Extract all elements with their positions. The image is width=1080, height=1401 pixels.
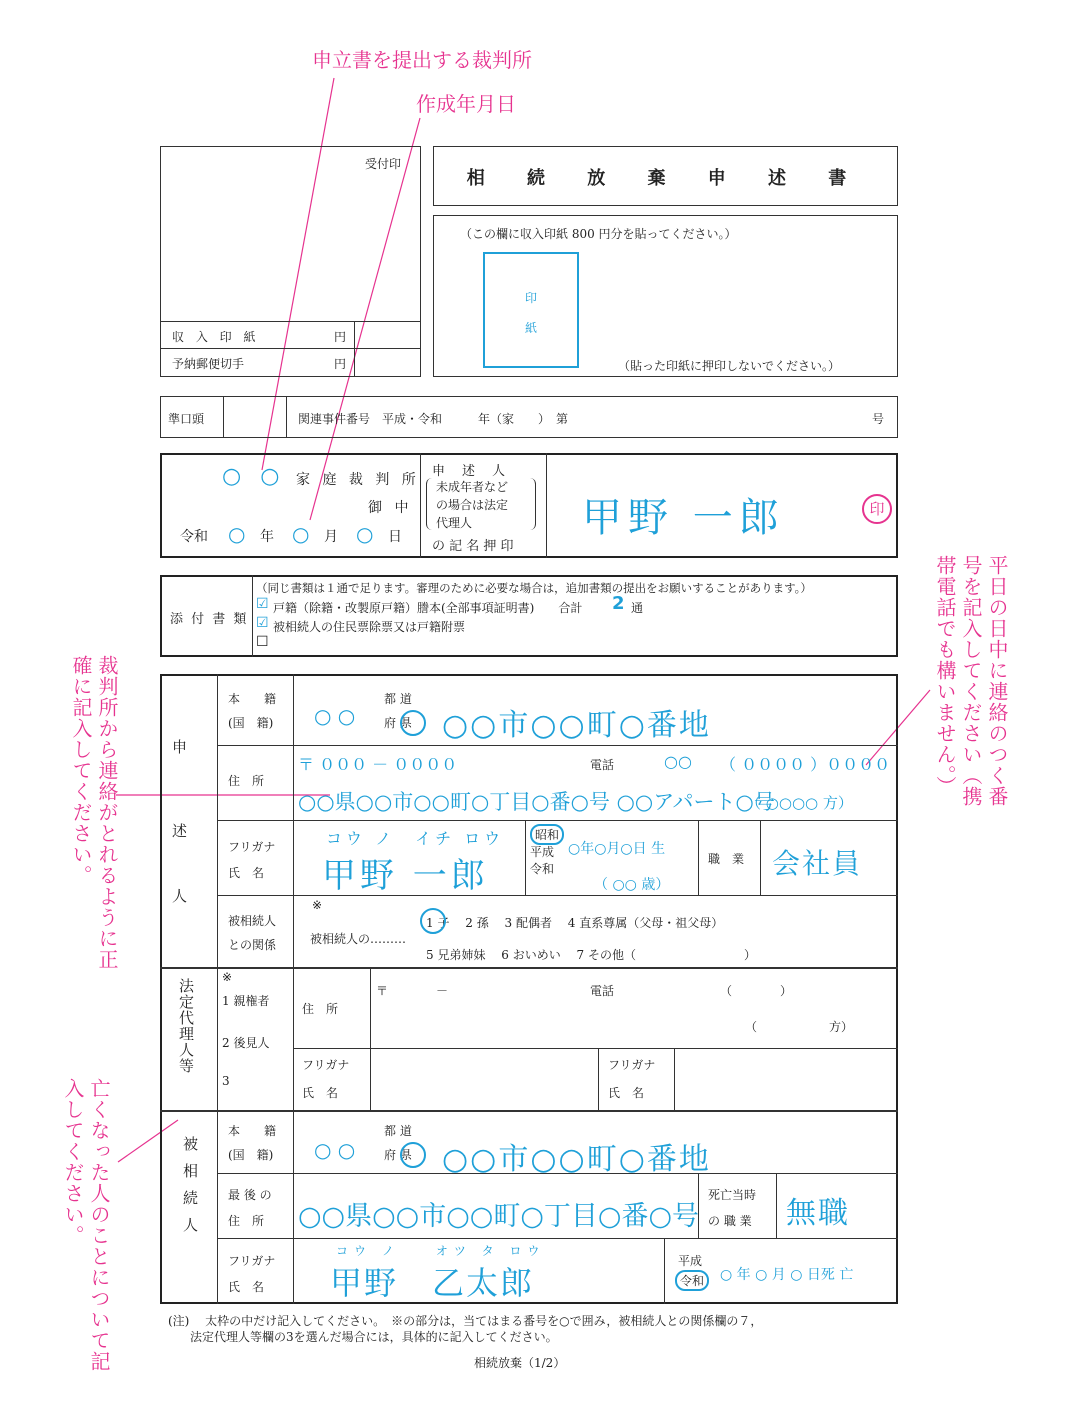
applicant-address-fill: ○○県○○市○○町○丁目○番○号 ○○アパート○号 — [298, 790, 775, 814]
deceased-era-reiwa: 令和 — [675, 1270, 709, 1291]
deceased-last-address: ○○県○○市○○町○丁目○番○号 — [298, 1201, 700, 1232]
month-fill: ○ — [292, 522, 310, 546]
applicant-label-3: の場合は法定 — [436, 498, 509, 512]
deceased-last-label-2: 住 所 — [228, 1214, 265, 1228]
attachment-item-1: 戸籍（除籍・改製原戸籍）謄本(全部事項証明書) 合計 — [273, 601, 583, 615]
stamp-top: 印 — [524, 291, 537, 305]
annotation-court: 申立書を提出する裁判所 — [312, 48, 532, 72]
attachments-note: （同じ書類は１通で足ります。審理のために必要な場合は，追加書類の提出をお願いすることがあります。） — [256, 581, 812, 595]
attachments-label: 添 付 書 類 — [170, 612, 249, 627]
applicant-honseki-fill-2: ○○市○○町○番地 — [442, 708, 711, 743]
applicant-label-2: 未成年者など — [436, 480, 509, 494]
section-applicant-2: 述 — [172, 822, 188, 840]
deceased-name-label: 氏 名 — [228, 1280, 265, 1294]
revenue-stamp-label: 収 入 印 紙 — [172, 330, 260, 344]
applicant-postal: 〒 ０００ － ００００ — [298, 755, 458, 774]
annotation-date: 作成年月日 — [416, 92, 516, 116]
section-applicant-1: 申 — [172, 738, 188, 756]
item2-check[interactable]: ☑ — [256, 615, 269, 631]
legal-rep-name-label-1: 氏 名 — [302, 1086, 339, 1100]
related-case-label: 関連事件番号 平成・令和 年（家 ） 第 — [298, 412, 569, 426]
applicant-address-label: 住 所 — [228, 774, 265, 788]
applicant-rel-prefix: 被相続人の……… — [310, 932, 407, 946]
year-fill: ○ — [228, 522, 246, 546]
applicant-pref-circle — [400, 710, 426, 736]
legal-rep-furigana-label-2: フリガナ — [608, 1058, 656, 1072]
applicant-rel-mark: ※ — [312, 898, 323, 912]
legal-rep-address-label: 住 所 — [302, 1002, 339, 1016]
stamp-warning: （貼った印紙に押印しないでください。） — [618, 359, 841, 373]
legal-rep-phone-label: 電話 — [590, 984, 615, 998]
revenue-yen: 円 — [334, 330, 347, 344]
gochu-label: 御 中 — [368, 500, 413, 516]
deceased-job-label-1: 死亡当時 — [708, 1188, 757, 1202]
stamp-bottom: 紙 — [524, 321, 537, 335]
postage-label: 予納郵便切手 — [172, 357, 245, 371]
applicant-pref-top: 都 道 — [384, 692, 412, 706]
postage-yen: 円 — [334, 357, 347, 371]
applicant-rel-line-1: 1 子 2 孫 3 配偶者 4 直系尊属（父母・祖父母） — [426, 916, 724, 930]
deceased-pref-top: 都 道 — [384, 1124, 412, 1138]
applicant-address-care: （ ○○○○ 方） — [746, 794, 853, 812]
deceased-era-heisei: 平成 — [678, 1254, 703, 1268]
footer-note-1: (注) 太枠の中だけ記入してください。 ※の部分は，当てはまる番号を○で囲み，被相続人との関係欄の７， — [168, 1314, 763, 1328]
applicant-furigana: コウ ノ イチ ロウ — [326, 829, 505, 848]
year-label: 年 — [260, 529, 274, 545]
annotation-deceased: 亡くなった人のことについて記入してください。 — [61, 1078, 111, 1372]
deceased-job: 無職 — [786, 1196, 850, 1231]
annotation-address: 裁判所から連絡がとれるように正確に記入してください。 — [69, 655, 119, 970]
applicant-rel-circle — [420, 908, 446, 934]
legal-rep-opt-2: 2 後見人 — [222, 1036, 270, 1050]
deceased-honseki-fill-1: ○ ○ — [314, 1138, 356, 1162]
deceased-honseki-label-1: 本 籍 — [228, 1124, 277, 1138]
applicant-rel-label-2: との関係 — [228, 938, 277, 952]
applicant-phone-label: 電話 — [590, 758, 615, 772]
day-fill: ○ — [356, 522, 374, 546]
annotation-phone: 平日の日中に連絡のつく番号を記入してください（携帯電話でも構いません。） — [933, 555, 1009, 807]
footer-note-2: 法定代理人等欄の3を選んだ場合には，具体的に記入してください。 — [190, 1330, 558, 1344]
applicant-pref-bottom: 府 県 — [384, 716, 412, 730]
applicant-job-label: 職 業 — [708, 852, 745, 866]
court-label: 家 庭 裁 判 所 — [296, 472, 420, 488]
applicant-era-heisei: 平成 — [530, 845, 555, 859]
form-title: 相 続 放 棄 申 述 書 — [466, 168, 865, 189]
applicant-label-4: 代理人 — [436, 516, 473, 530]
deceased-pref-circle — [400, 1142, 426, 1168]
applicant-honseki-label-2: (国 籍) — [228, 716, 274, 730]
case-number-suffix: 号 — [872, 412, 885, 426]
applicant-job: 会社員 — [772, 847, 863, 880]
deceased-job-label-2: の 職 業 — [708, 1214, 752, 1228]
era-label: 令和 — [180, 529, 208, 545]
applicant-furigana-label: フリガナ — [228, 840, 276, 854]
item1-count: 2 — [612, 593, 625, 614]
applicant-name-label: 氏 名 — [228, 866, 265, 880]
attachment-item-2: 被相続人の住民票除票又は戸籍附票 — [273, 620, 466, 634]
item1-unit: 通 — [631, 601, 644, 615]
deceased-pref-bottom: 府 県 — [384, 1148, 412, 1162]
month-label: 月 — [324, 529, 338, 545]
deceased-last-label-1: 最 後 の — [228, 1188, 272, 1202]
seal-mark: 印 — [862, 494, 892, 524]
court-fill: ○ ○ — [222, 464, 286, 489]
applicant-phone-area: ○○ — [664, 752, 692, 771]
stamp-note: （この欄に収入印紙 800 円分を貼ってください。） — [460, 227, 737, 241]
section-applicant-3: 人 — [172, 887, 188, 905]
deceased-name: 甲野 乙太郎 — [330, 1264, 535, 1302]
applicant-signature: 甲野 一郎 — [582, 495, 785, 541]
page-number: 相続放棄（1/2） — [474, 1356, 566, 1370]
item3-checkbox[interactable]: ☐ — [256, 634, 269, 650]
section-deceased: 被相続人 — [181, 1136, 199, 1244]
applicant-label-5: の 記 名 押 印 — [432, 539, 514, 554]
legal-rep-furigana-label-1: フリガナ — [302, 1058, 350, 1072]
legal-rep-name-label-2: 氏 名 — [608, 1086, 645, 1100]
legal-rep-opt-1: 1 親権者 — [222, 994, 270, 1008]
legal-rep-mark: ※ — [222, 970, 233, 984]
section-legal-rep: 法定代理人等 — [177, 978, 195, 1074]
applicant-rel-line-2: 5 兄弟姉妹 6 おいめい 7 その他（ ） — [426, 948, 756, 962]
applicant-label-1: 申 述 人 — [432, 464, 508, 479]
prelim-label: 準口頭 — [168, 412, 205, 426]
day-label: 日 — [388, 529, 402, 545]
legal-rep-phone: （ ） — [720, 984, 793, 998]
deceased-death-date: ○ 年 ○ 月 ○ 日死 亡 — [720, 1267, 854, 1283]
applicant-honseki-label-1: 本 籍 — [228, 692, 277, 706]
applicant-birth: ○年○月○日 生 — [568, 841, 666, 857]
legal-rep-postal: 〒 － — [376, 984, 449, 998]
deceased-honseki-label-2: (国 籍) — [228, 1148, 274, 1162]
deceased-furigana: コウ ノ オツ タ ロウ — [336, 1244, 546, 1258]
deceased-honseki-fill-2: ○○市○○町○番地 — [442, 1142, 711, 1177]
deceased-furigana-label: フリガナ — [228, 1254, 276, 1268]
applicant-age: （ ○○ 歳） — [594, 877, 670, 893]
revenue-stamp-placeholder — [483, 252, 579, 368]
applicant-era-showa: 昭和 — [530, 824, 564, 845]
receipt-stamp-label: 受付印 — [365, 157, 402, 171]
applicant-name: 甲野 一郎 — [322, 856, 489, 896]
applicant-honseki-fill-1: ○ ○ — [314, 704, 356, 728]
applicant-era-reiwa: 令和 — [530, 862, 555, 876]
item1-check[interactable]: ☑ — [256, 596, 269, 612]
applicant-phone-number: （ ００００ ）００００ — [720, 755, 891, 774]
legal-rep-opt-3: 3 — [222, 1074, 230, 1088]
legal-rep-care: （ 方） — [745, 1020, 854, 1034]
applicant-rel-label-1: 被相続人 — [228, 914, 277, 928]
